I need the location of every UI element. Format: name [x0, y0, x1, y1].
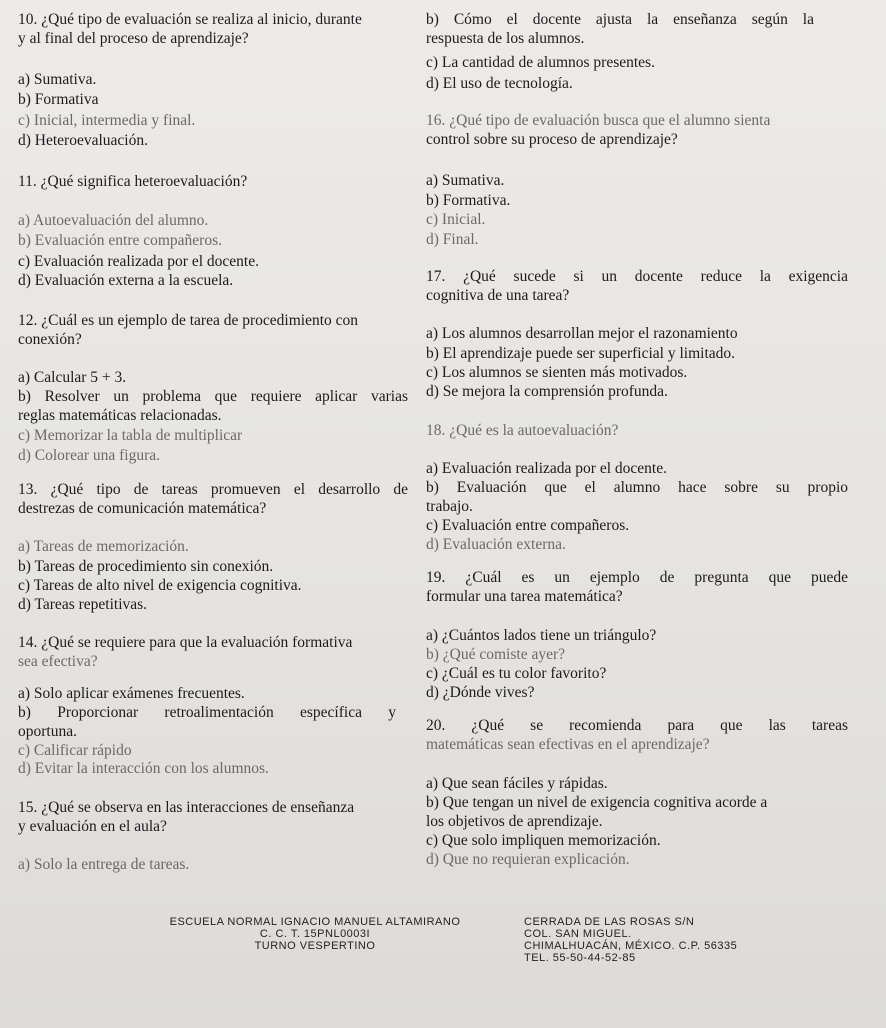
- question-15-option-a: a) Solo la entrega de tareas.: [18, 856, 190, 873]
- question-17: [426, 267, 866, 400]
- question-10-stem-line2: y al final del proceso de aprendizaje?: [18, 30, 249, 47]
- question-15: [18, 798, 418, 873]
- question-10-option-b-line2: respuesta de los alumnos.: [426, 30, 585, 47]
- question-11-option-b: b) Evaluación entre compañeros.: [18, 232, 222, 249]
- footer-shift: TURNO VESPERTINO: [254, 940, 376, 952]
- question-17-option-a: a) Los alumnos desarrollan mejor el razonamiento: [426, 325, 738, 342]
- question-12-option-a: a) Calcular 5 + 3.: [18, 369, 127, 386]
- question-11-option-a: a) Autoevaluación del alumno.: [18, 212, 209, 229]
- question-14-option-b-line2: oportuna.: [18, 723, 77, 740]
- question-12-option-b-line2: reglas matemáticas relacionadas.: [18, 407, 222, 424]
- question-14-option-b-line1: b) Proporcionar retroalimentación específica y: [18, 704, 396, 721]
- question-20-option-b-line2: los objetivos de aprendizaje.: [426, 813, 603, 830]
- question-17-option-d: d) Se mejora la comprensión profunda.: [426, 383, 668, 400]
- question-12-option-b-line1: b) Resolver un problema que requiere aplicar varias: [18, 388, 408, 405]
- question-17-option-c: c) Los alumnos se sienten más motivados.: [426, 364, 688, 381]
- question-12-option-c: c) Memorizar la tabla de multiplicar: [18, 427, 243, 444]
- question-10-option-c: c) Inicial, intermedia y final.: [18, 112, 196, 129]
- question-11-stem: 11. ¿Qué significa heteroevaluación?: [18, 173, 248, 190]
- question-20-option-b-line1: b) Que tengan un nivel de exigencia cognitiva acorde a: [426, 794, 768, 811]
- question-14-option-d: d) Evitar la interacción con los alumnos.: [18, 760, 269, 777]
- question-13-stem-line1: 13. ¿Qué tipo de tareas promueven el desarrollo de: [18, 481, 408, 498]
- question-12-stem-line2: conexión?: [18, 331, 82, 348]
- question-20-option-d: d) Que no requieran explicación.: [426, 851, 630, 868]
- question-14: [18, 633, 418, 777]
- question-19-option-c: c) ¿Cuál es tu color favorito?: [426, 665, 607, 682]
- question-14-stem-line2: sea efectiva?: [18, 653, 98, 670]
- question-18-option-c: c) Evaluación entre compañeros.: [426, 517, 630, 534]
- question-18-stem: 18. ¿Qué es la autoevaluación?: [426, 422, 619, 439]
- question-10-right-option-c: c) La cantidad de alumnos presentes.: [426, 54, 655, 71]
- question-10: [18, 10, 418, 149]
- question-19-option-d: d) ¿Dónde vives?: [426, 684, 535, 701]
- footer-address-line3: CHIMALHUACÁN, MÉXICO. C.P. 56335: [524, 940, 738, 952]
- question-19-stem-line2: formular una tarea matemática?: [426, 588, 623, 605]
- footer-address-line1: CERRADA DE LAS ROSAS S/N: [524, 916, 695, 928]
- question-10-option-a: a) Sumativa.: [18, 71, 97, 88]
- question-18-option-d: d) Evaluación externa.: [426, 536, 566, 553]
- footer-school-code: C. C. T. 15PNL0003I: [259, 928, 371, 940]
- question-20-stem-line2: matemáticas sean efectivas en el aprendizaje?: [426, 736, 710, 753]
- question-16-stem-line2: control sobre su proceso de aprendizaje?: [426, 131, 678, 148]
- question-16-option-c: c) Inicial.: [426, 211, 486, 228]
- question-20-option-a: a) Que sean fáciles y rápidas.: [426, 775, 608, 792]
- question-19-option-b: b) ¿Qué comiste ayer?: [426, 646, 566, 663]
- footer-address: [524, 916, 824, 964]
- question-13-stem-line2: destrezas de comunicación matemática?: [18, 500, 267, 517]
- question-19-option-a: a) ¿Cuántos lados tiene un triángulo?: [426, 627, 657, 644]
- question-12: [18, 311, 418, 464]
- question-11: [18, 172, 418, 289]
- question-15-stem-line2: y evaluación en el aula?: [18, 818, 167, 835]
- question-16-option-d: d) Final.: [426, 231, 479, 248]
- question-19-stem-line1: 19. ¿Cuál es un ejemplo de pregunta que puede: [426, 569, 848, 586]
- footer-school-info: [150, 916, 480, 952]
- question-20: [426, 716, 866, 868]
- question-13-option-b: b) Tareas de procedimiento sin conexión.: [18, 558, 274, 575]
- question-10-stem-line1: 10. ¿Qué tipo de evaluación se realiza al inicio, durante: [18, 11, 362, 28]
- question-16: [426, 111, 866, 248]
- question-20-option-c: c) Que solo impliquen memorización.: [426, 832, 661, 849]
- question-13-option-c: c) Tareas de alto nivel de exigencia cognitiva.: [18, 577, 302, 594]
- footer-school-name: ESCUELA NORMAL IGNACIO MANUEL ALTAMIRANO: [169, 916, 461, 928]
- question-16-option-a: a) Sumativa.: [426, 172, 505, 189]
- question-19: [426, 568, 866, 701]
- question-10-right-option-d: d) El uso de tecnología.: [426, 75, 573, 92]
- question-10-option-d: d) Heteroevaluación.: [18, 132, 148, 149]
- question-14-option-c: c) Calificar rápido: [18, 742, 132, 759]
- question-14-option-a: a) Solo aplicar exámenes frecuentes.: [18, 685, 245, 702]
- question-12-option-d: d) Colorear una figura.: [18, 447, 161, 464]
- question-17-option-b: b) El aprendizaje puede ser superficial y limitado.: [426, 345, 736, 362]
- question-17-stem-line1: 17. ¿Qué sucede si un docente reduce la exigencia: [426, 268, 848, 285]
- question-12-stem-line1: 12. ¿Cuál es un ejemplo de tarea de procedimiento con: [18, 312, 359, 329]
- footer-address-line2: COL. SAN MIGUEL.: [524, 928, 632, 940]
- question-13-option-d: d) Tareas repetitivas.: [18, 596, 148, 613]
- question-20-stem-line1: 20. ¿Qué se recomienda para que las tareas: [426, 717, 848, 734]
- question-16-option-b: b) Formativa.: [426, 192, 511, 209]
- question-16-stem-line1: 16. ¿Qué tipo de evaluación busca que el alumno sienta: [426, 112, 771, 129]
- question-15-stem-line1: 15. ¿Qué se observa en las interacciones de enseñanza: [18, 799, 355, 816]
- question-18: [426, 421, 866, 553]
- question-13: [18, 480, 418, 613]
- question-11-option-c: c) Evaluación realizada por el docente.: [18, 253, 259, 270]
- question-18-option-a: a) Evaluación realizada por el docente.: [426, 460, 667, 477]
- question-14-stem-line1: 14. ¿Qué se requiere para que la evaluación formativa: [18, 634, 353, 651]
- question-10-continued: [426, 10, 866, 92]
- question-10-option-b-line1: b) Cómo el docente ajusta la enseñanza según la: [426, 11, 814, 28]
- question-13-option-a: a) Tareas de memorización.: [18, 538, 189, 555]
- footer-phone: TEL. 55-50-44-52-85: [524, 952, 636, 964]
- question-18-option-b-line2: trabajo.: [426, 498, 473, 515]
- question-17-stem-line2: cognitiva de una tarea?: [426, 287, 570, 304]
- question-10-option-b: b) Formativa: [18, 91, 99, 108]
- question-11-option-d: d) Evaluación externa a la escuela.: [18, 272, 234, 289]
- question-18-option-b-line1: b) Evaluación que el alumno hace sobre su propio: [426, 479, 848, 496]
